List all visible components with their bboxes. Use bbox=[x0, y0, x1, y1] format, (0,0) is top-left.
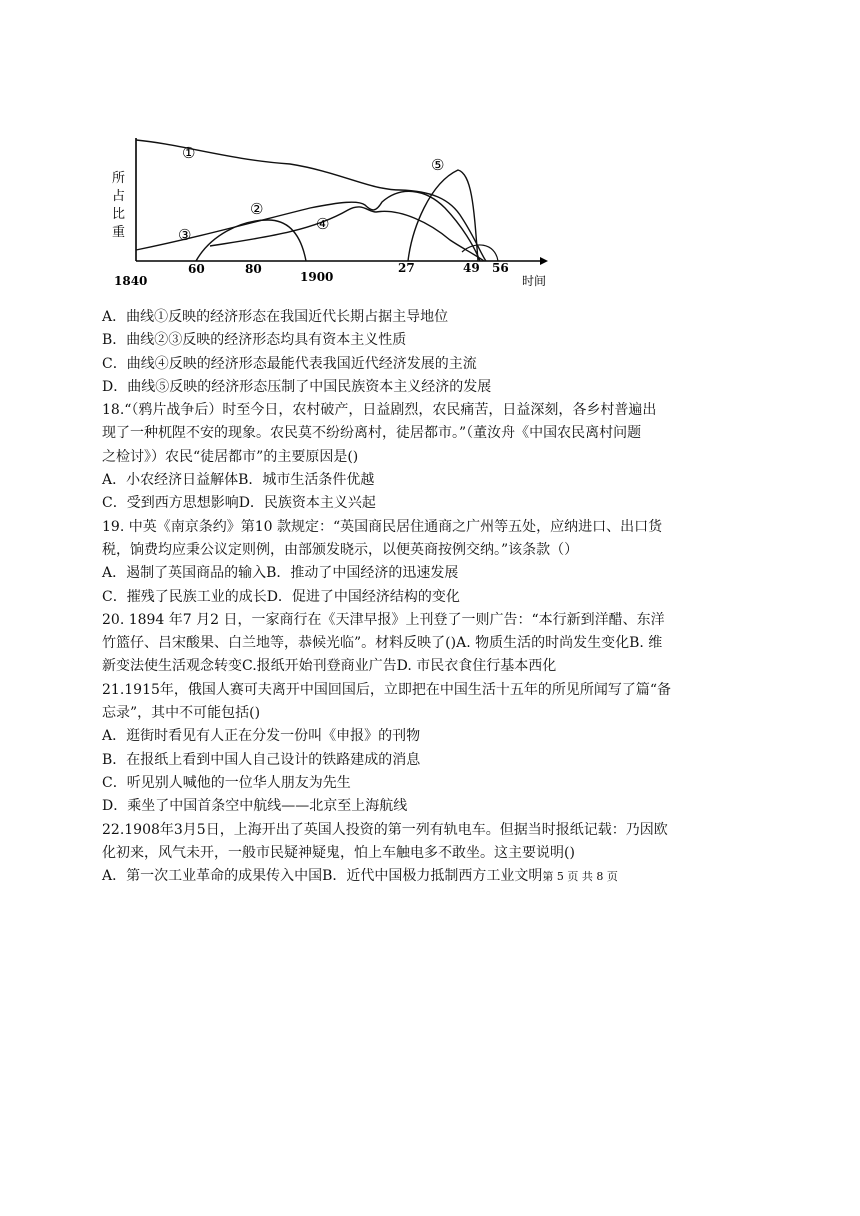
text-line: 20. 1894 年7 月2 日，一家商行在《天津早报》上刊登了一则广告：“本行新到洋醋、东洋 bbox=[102, 611, 665, 628]
text-line: C．摧残了民族工业的成长D．促进了中国经济结构的变化 bbox=[102, 588, 460, 605]
text-line: 22.1908年3月5日，上海开出了英国人投资的第一列有轨电车。但据当时报纸记载：乃因欧 bbox=[102, 821, 668, 838]
curve-label-5: ⑤ bbox=[431, 156, 445, 174]
text-line: 18.“（鸦片战争后）时至今日，农村破产，日益剧烈，农民痛苦，日益深刻，各乡村普遍出 bbox=[102, 402, 657, 419]
curve-2 bbox=[196, 220, 306, 261]
text-line: A．曲线①反映的经济形态在我国近代长期占据主导地位 bbox=[102, 309, 449, 325]
text-line: C．曲线④反映的经济形态最能代表我国近代经济发展的主流 bbox=[102, 355, 477, 372]
text-line: 新变法使生活观念转变C.报纸开始刊登商业广告D. 市民衣食住行基本西化 bbox=[102, 658, 557, 675]
text-line: D．曲线⑤反映的经济形态压制了中国民族资本主义经济的发展 bbox=[102, 378, 492, 395]
curve-label-1: ① bbox=[182, 144, 196, 162]
x-axis-arrow bbox=[540, 257, 548, 265]
x-tick-label: 49 bbox=[463, 261, 480, 275]
curve-label-4: ④ bbox=[316, 215, 330, 233]
text-line: 21.1915年，俄国人赛可夫离开中国回国后，立即把在中国生活十五年的所见所闻写了篇“备 bbox=[102, 681, 672, 698]
question-text bbox=[102, 306, 742, 888]
curve-label-2: ② bbox=[250, 200, 264, 218]
x-tick-label: 1840 bbox=[114, 274, 148, 288]
text-line: 现了一种杌陧不安的现象。农民莫不纷纷离村，徒居都市。”（董汝舟《中国农民离村问题 bbox=[102, 425, 642, 442]
y-label-char: 所 bbox=[112, 171, 126, 186]
text-line: A．遏制了英国商品的输入B．推动了中国经济的迅速发展 bbox=[102, 565, 459, 582]
x-tick-label: 1900 bbox=[300, 270, 334, 284]
text-line: 竹篮仔、吕宋酸果、白兰地等，恭候光临”。材料反映了()A. 物质生活的时尚发生变化B. 维 bbox=[102, 635, 663, 652]
x-tick-label: 56 bbox=[492, 261, 509, 275]
text-line: A．小农经济日益解体B．城市生活条件优越 bbox=[102, 472, 375, 489]
economy-curve-figure bbox=[100, 128, 560, 290]
y-label-char: 重 bbox=[112, 225, 126, 240]
y-label-char: 占 bbox=[112, 189, 126, 204]
text-line: 化初来，风气未开，一般市民疑神疑鬼，怕上车触电多不敢坐。这主要说明() bbox=[102, 844, 575, 861]
text-line: 忘录”，其中不可能包括() bbox=[102, 705, 261, 722]
text-line: 19. 中英《南京条约》第10 款规定：“英国商民居住通商之广州等五处，应纳进口、出口货 bbox=[102, 518, 663, 535]
y-label-char: 比 bbox=[112, 207, 126, 222]
text-line: B．在报纸上看到中国人自己设计的铁路建成的消息 bbox=[102, 751, 421, 768]
curve-label-3: ③ bbox=[178, 226, 192, 244]
text-line: B．曲线②③反映的经济形态均具有资本主义性质 bbox=[102, 332, 407, 349]
text-line-last bbox=[102, 865, 742, 888]
text-line: C．受到西方思想影响D．民族资本主义兴起 bbox=[102, 495, 376, 512]
text-line: 税，饷费均应秉公议定则例，由部颁发晓示，以便英商按例交纳。”该条款（） bbox=[102, 541, 579, 558]
x-tick-label: 60 bbox=[188, 262, 205, 276]
x-axis-label: 时间 bbox=[522, 274, 547, 288]
x-tick-label: 27 bbox=[398, 261, 415, 275]
text-line: 之检讨》）农民“徒居都市”的主要原因是() bbox=[102, 448, 359, 465]
text-line: C．听见别人喊他的一位华人朋友为先生 bbox=[102, 774, 351, 791]
text-line: D．乘坐了中国首条空中航线——北京至上海航线 bbox=[102, 798, 408, 815]
answer-options: A．第一次工业革命的成果传入中国B．近代中国极力抵制西方工业文明 bbox=[102, 868, 543, 885]
text-line: A．逛街时看见有人正在分发一份叫《申报》的刊物 bbox=[102, 728, 421, 745]
page-footer: 第 5 页 共 8 页 bbox=[542, 870, 618, 884]
x-tick-label: 80 bbox=[245, 262, 262, 276]
